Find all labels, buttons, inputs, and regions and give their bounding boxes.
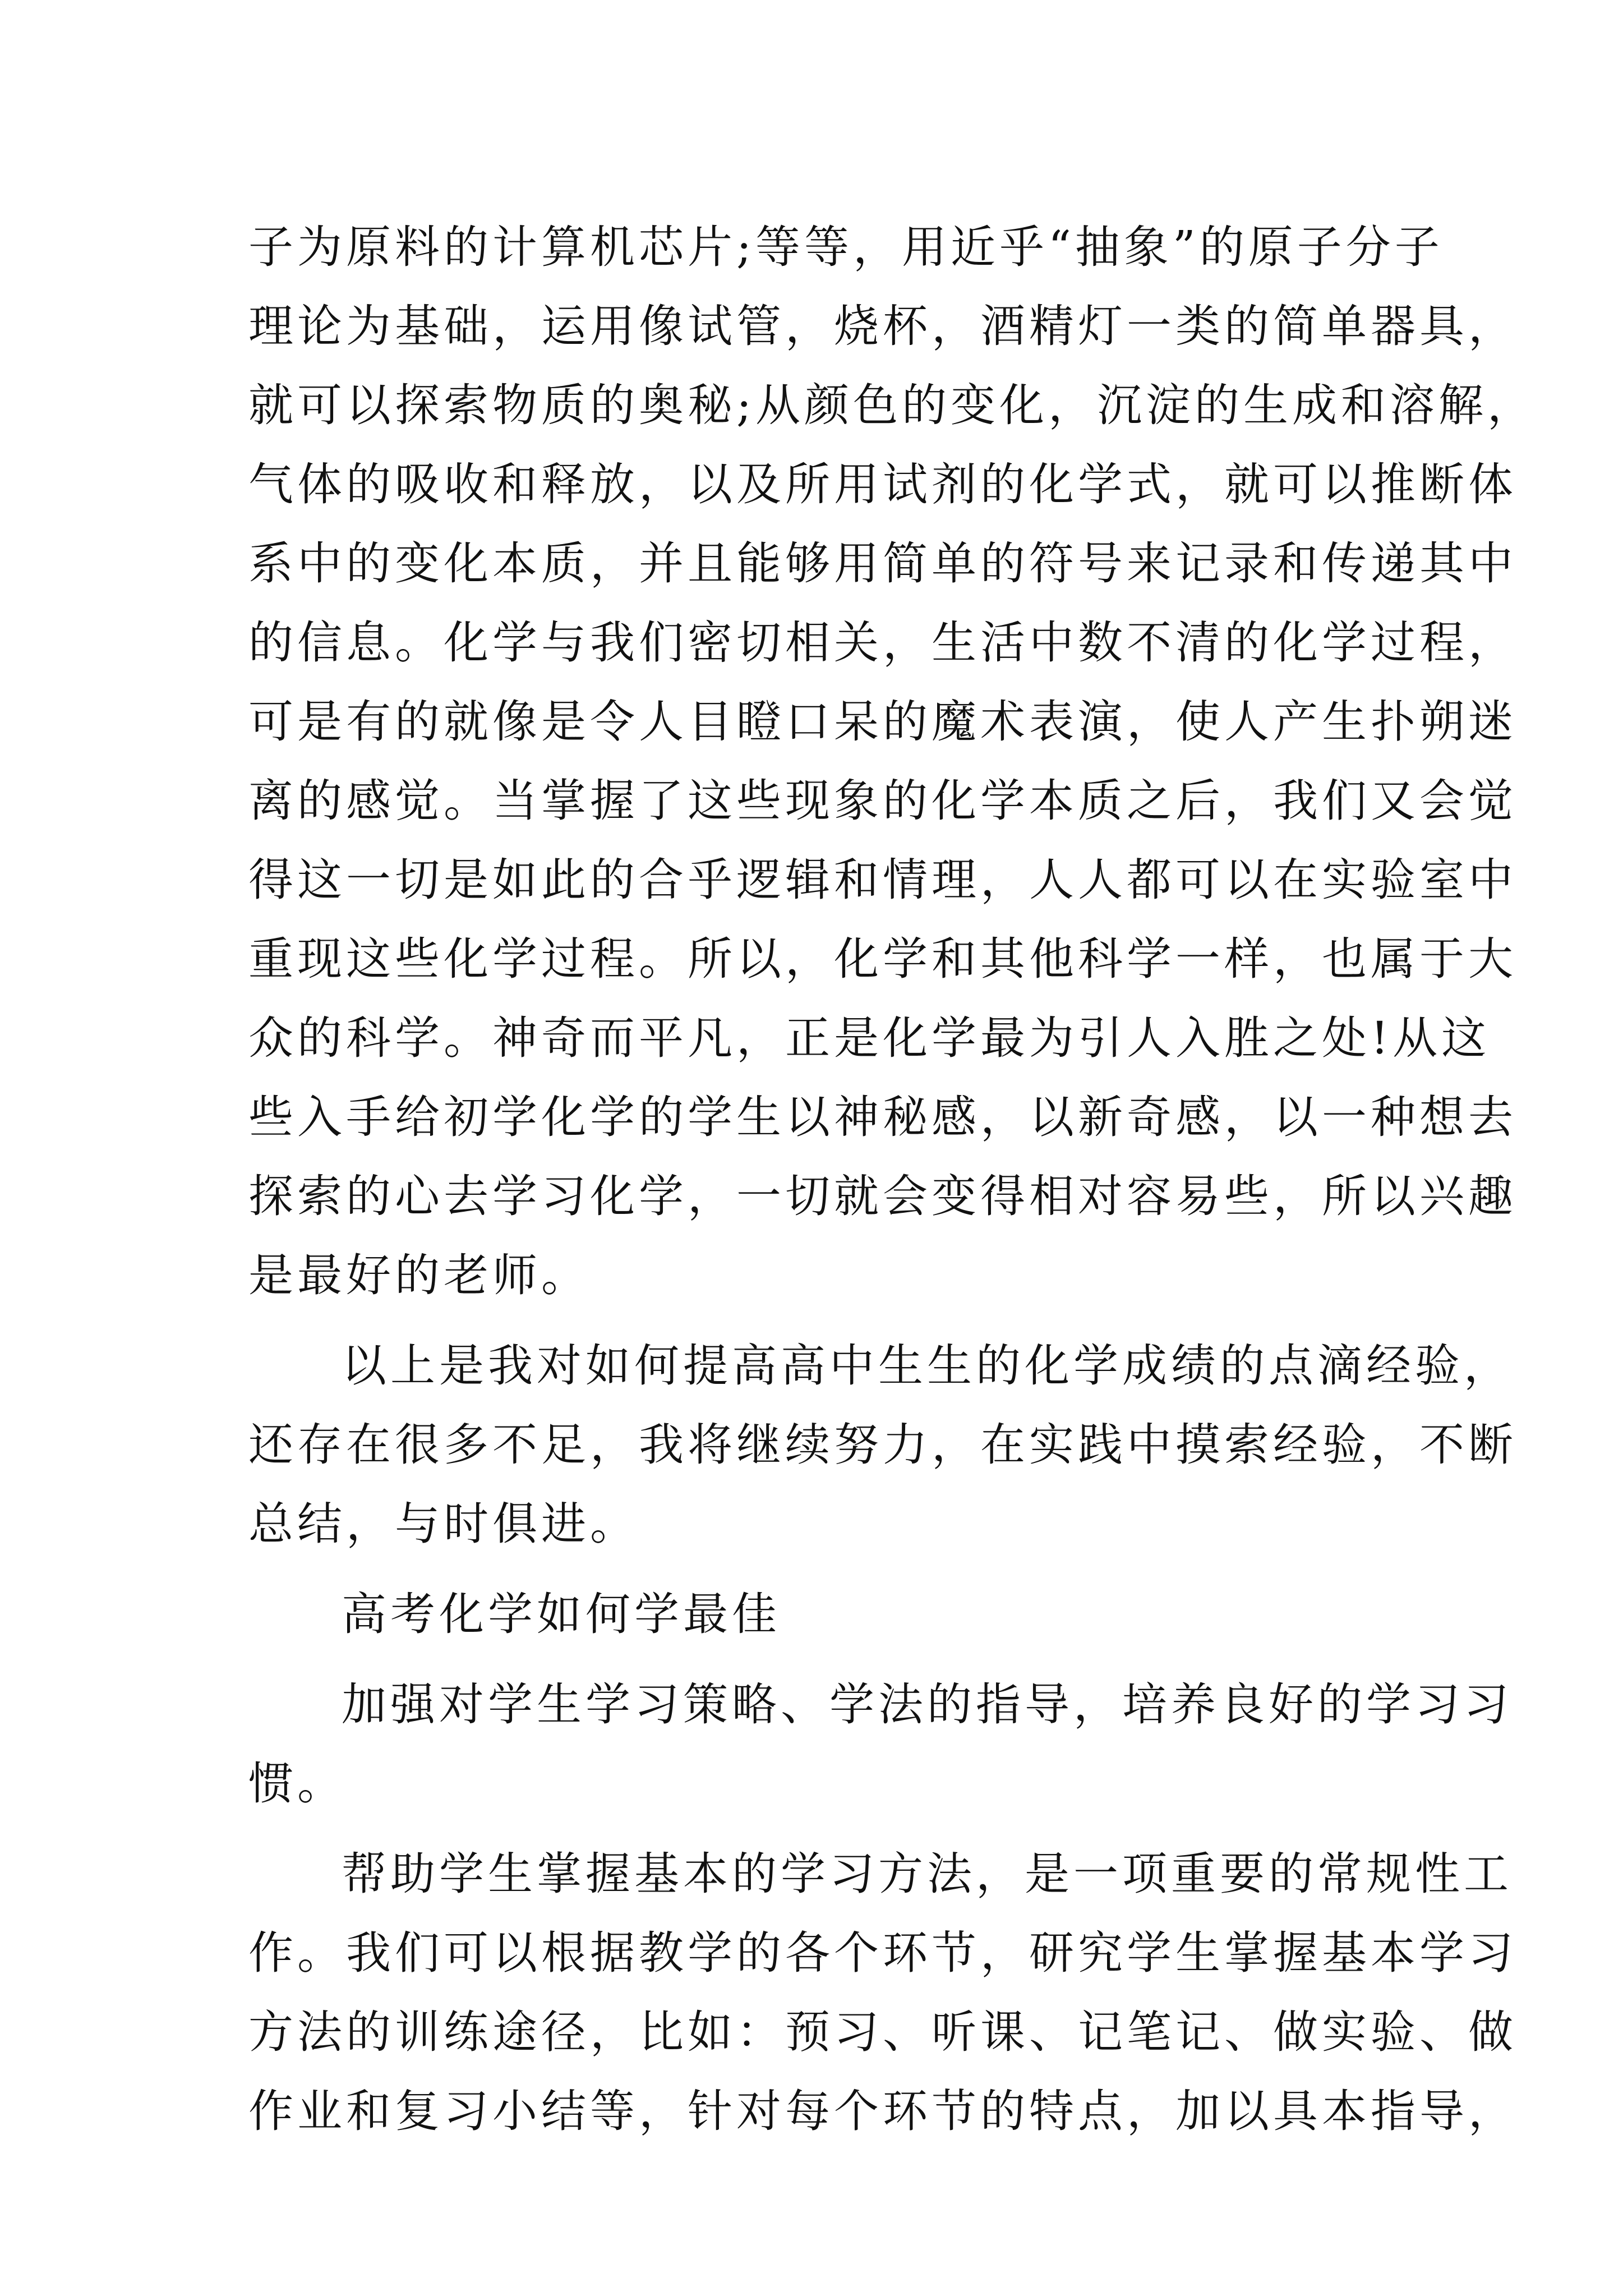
text-line: 总结，与时俱进。	[248, 1498, 639, 1550]
text-line: 就可以探索物质的奥秘;从颜色的变化，沉淀的生成和溶解，	[248, 379, 1536, 431]
text-line: 气体的吸收和释放，以及所用试剂的化学式，就可以推断体	[248, 458, 1517, 510]
text-line: 离的感觉。当掌握了这些现象的化学本质之后，我们又会觉	[248, 775, 1517, 827]
paragraph	[248, 1326, 1517, 1563]
text-line: 作。我们可以根据教学的各个环节，研究学生掌握基本学习	[248, 1927, 1517, 1979]
paragraph	[248, 1665, 1513, 1823]
text-line: 得这一切是如此的合乎逻辑和情理，人人都可以在实验室中	[248, 854, 1517, 906]
text-line: 众的科学。神奇而平凡，正是化学最为引人入胜之处!从这	[248, 1012, 1491, 1064]
text-line: 可是有的就像是令人目瞪口呆的魔术表演，使人产生扑朔迷	[248, 696, 1517, 748]
text-line: 加强对学生学习策略、学法的指导，培养良好的学习习	[342, 1678, 1513, 1731]
paragraph	[248, 208, 1536, 1315]
text-line: 理论为基础，运用像试管，烧杯，酒精灯一类的简单器具，	[248, 300, 1517, 352]
text-line: 还存在很多不足，我将继续努力，在实践中摸索经验，不断	[248, 1419, 1517, 1471]
text-line: 的信息。化学与我们密切相关，生活中数不清的化学过程，	[248, 616, 1517, 669]
text-line: 作业和复习小结等，针对每个环节的特点，加以具本指导，	[248, 2085, 1517, 2137]
text-line: 惯。	[248, 1757, 346, 1810]
document-body	[248, 208, 1536, 2151]
text-line: 是最好的老师。	[248, 1249, 590, 1301]
paragraph	[248, 1834, 1517, 2151]
section-heading-block	[248, 1575, 1387, 1654]
text-line: 重现这些化学过程。所以，化学和其他科学一样，也属于大	[248, 933, 1517, 985]
section-heading: 高考化学如何学最佳	[342, 1588, 781, 1640]
text-line: 探索的心去学习化学，一切就会变得相对容易些，所以兴趣	[248, 1170, 1517, 1222]
text-line: 方法的训练途径，比如：预习、听课、记笔记、做实验、做	[248, 2006, 1517, 2058]
text-line: 子为原料的计算机芯片;等等，用近乎“抽象”的原子分子	[248, 221, 1444, 273]
text-line: 以上是我对如何提高高中生生的化学成绩的点滴经验，	[342, 1340, 1513, 1392]
text-line: 些入手给初学化学的学生以神秘感，以新奇感，以一种想去	[248, 1091, 1517, 1143]
text-line: 帮助学生掌握基本的学习方法，是一项重要的常规性工	[342, 1848, 1513, 1900]
text-line: 系中的变化本质，并且能够用简单的符号来记录和传递其中	[248, 537, 1517, 590]
